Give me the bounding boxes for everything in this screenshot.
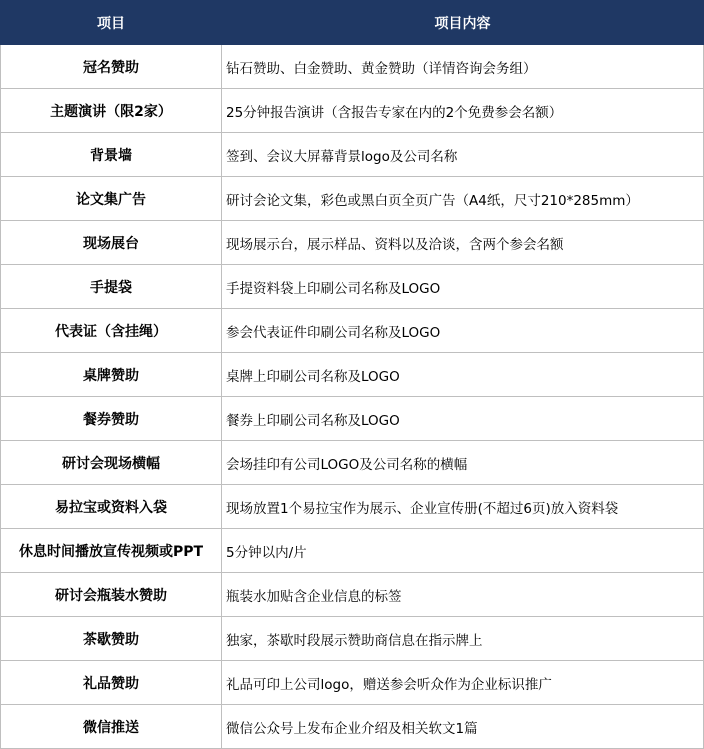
- item-content-cell: 独家，茶歇时段展示赞助商信息在指示牌上: [222, 617, 704, 661]
- table-row: [1, 485, 704, 529]
- item-name-cell: 微信推送: [1, 705, 222, 749]
- item-content-cell: 礼品可印上公司logo，赠送参会听众作为企业标识推广: [222, 661, 704, 705]
- table-row: [1, 617, 704, 661]
- table-row: [1, 529, 704, 573]
- item-name-cell: 易拉宝或资料入袋: [1, 485, 222, 529]
- item-name-cell: 主题演讲（限2家）: [1, 89, 222, 133]
- table-row: [1, 309, 704, 353]
- table-row: [1, 221, 704, 265]
- table-row: [1, 705, 704, 749]
- header-item: 项目: [1, 1, 222, 45]
- table-row: [1, 353, 704, 397]
- item-name-cell: 研讨会瓶装水赞助: [1, 573, 222, 617]
- item-name-cell: 研讨会现场横幅: [1, 441, 222, 485]
- item-content-cell: 签到、会议大屏幕背景logo及公司名称: [222, 133, 704, 177]
- item-name-cell: 休息时间播放宣传视频或PPT: [1, 529, 222, 573]
- item-name-cell: 论文集广告: [1, 177, 222, 221]
- header-item-content: 项目内容: [222, 1, 704, 45]
- item-content-cell: 现场展示台，展示样品、资料以及洽谈，含两个参会名额: [222, 221, 704, 265]
- item-content-cell: 瓶装水加贴含企业信息的标签: [222, 573, 704, 617]
- item-content-cell: 25分钟报告演讲（含报告专家在内的2个免费参会名额）: [222, 89, 704, 133]
- item-content-cell: 手提资料袋上印刷公司名称及LOGO: [222, 265, 704, 309]
- item-content-cell: 桌牌上印刷公司名称及LOGO: [222, 353, 704, 397]
- item-name-cell: 现场展台: [1, 221, 222, 265]
- table-row: [1, 441, 704, 485]
- table-row: [1, 177, 704, 221]
- table-row: [1, 133, 704, 177]
- item-name-cell: 手提袋: [1, 265, 222, 309]
- table-header: [1, 1, 704, 45]
- table-row: [1, 265, 704, 309]
- header-row: [1, 1, 704, 45]
- table-row: [1, 397, 704, 441]
- item-name-cell: 桌牌赞助: [1, 353, 222, 397]
- item-content-cell: 微信公众号上发布企业介绍及相关软文1篇: [222, 705, 704, 749]
- item-name-cell: 礼品赞助: [1, 661, 222, 705]
- item-content-cell: 研讨会论文集，彩色或黑白页全页广告（A4纸，尺寸210*285mm）: [222, 177, 704, 221]
- item-name-cell: 冠名赞助: [1, 45, 222, 89]
- item-name-cell: 茶歇赞助: [1, 617, 222, 661]
- table-row: [1, 45, 704, 89]
- item-name-cell: 代表证（含挂绳）: [1, 309, 222, 353]
- table-row: [1, 661, 704, 705]
- item-content-cell: 会场挂印有公司LOGO及公司名称的横幅: [222, 441, 704, 485]
- item-name-cell: 餐券赞助: [1, 397, 222, 441]
- table-row: [1, 89, 704, 133]
- table-row: [1, 573, 704, 617]
- table-body: [1, 45, 704, 749]
- item-content-cell: 现场放置1个易拉宝作为展示、企业宣传册(不超过6页)放入资料袋: [222, 485, 704, 529]
- item-content-cell: 参会代表证件印刷公司名称及LOGO: [222, 309, 704, 353]
- item-content-cell: 5分钟以内/片: [222, 529, 704, 573]
- item-content-cell: 餐券上印刷公司名称及LOGO: [222, 397, 704, 441]
- item-name-cell: 背景墙: [1, 133, 222, 177]
- item-content-cell: 钻石赞助、白金赞助、黄金赞助（详情咨询会务组）: [222, 45, 704, 89]
